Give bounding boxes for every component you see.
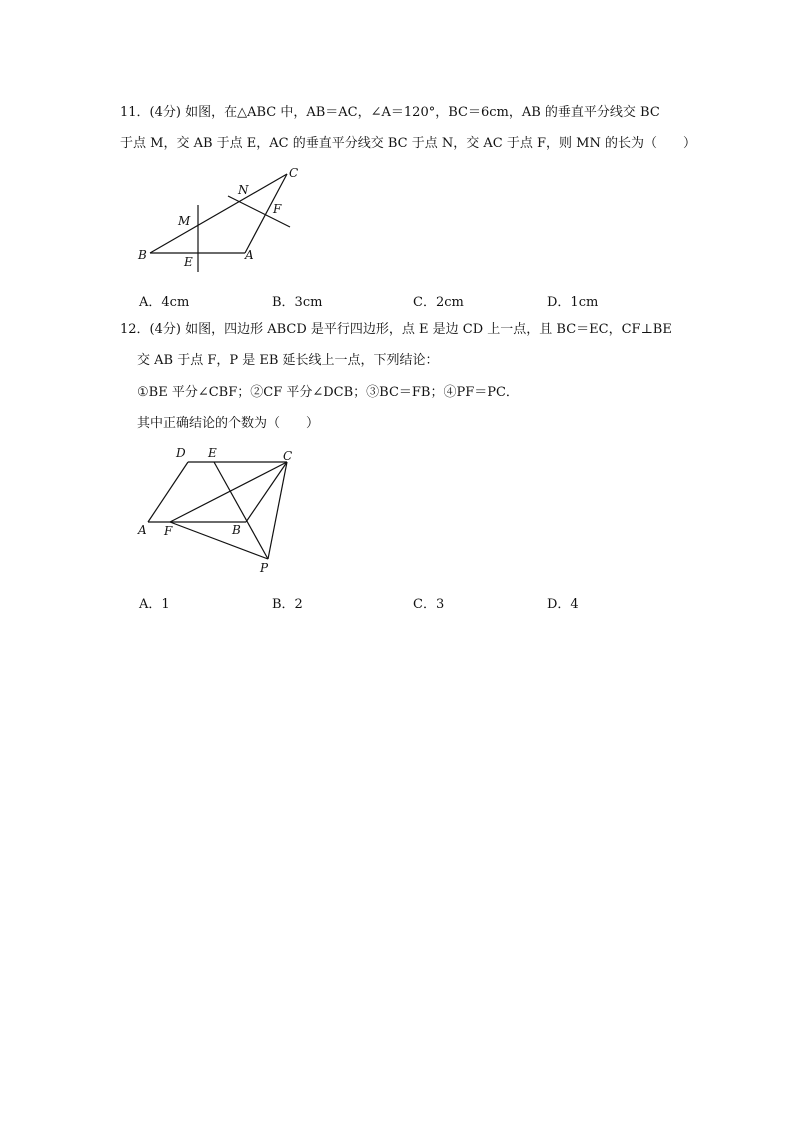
q11-label-m: M: [178, 214, 191, 228]
q11-segment-bc: [150, 174, 287, 253]
q12-segment-fp: [170, 522, 268, 559]
q12-label-c: C: [283, 449, 293, 463]
q11-label-e: E: [184, 255, 193, 269]
q11-segment-ac: [245, 174, 287, 253]
q11-label-a: A: [245, 248, 254, 262]
q12-segment-ad: [148, 462, 188, 522]
q12-label-a: A: [138, 523, 147, 537]
q11-option-a: A．4cm: [139, 295, 190, 310]
q12-option-b: B．2: [272, 597, 303, 612]
q12-segment-bc: [246, 462, 287, 522]
q11-bisector-ac: [228, 196, 290, 227]
q11-label-b: B: [138, 248, 147, 262]
q12-option-d: D．4: [547, 597, 579, 612]
q11-option-c: C．2cm: [413, 295, 464, 310]
q11-option-d: D．1cm: [547, 295, 599, 310]
q11-label-n: N: [238, 183, 249, 197]
q12-label-b: B: [232, 523, 241, 537]
q12-label-p: P: [260, 561, 269, 575]
q12-segment-fc: [170, 462, 287, 522]
q12-segment-ep: [214, 462, 268, 559]
q12-segment-cp: [268, 462, 287, 559]
q12-label-f: F: [164, 524, 173, 538]
q12-option-c: C．3: [413, 597, 445, 612]
q11-option-b: B．3cm: [272, 295, 323, 310]
q12-line-4: 其中正确结论的个数为（ ）: [137, 416, 320, 431]
q12-line-2: 交 AB 于点 F，P 是 EB 延长线上一点，下列结论：: [137, 353, 439, 368]
q11-label-c: C: [289, 166, 299, 180]
q12-option-a: A．1: [139, 597, 170, 612]
q12-label-d: D: [176, 446, 186, 460]
q11-line-1: 11．(4分) 如图，在△ABC 中，AB＝AC，∠A＝120°，BC＝6cm，AB 的垂直平分线交 BC: [120, 105, 660, 120]
q12-line-3: ①BE 平分∠CBF；②CF 平分∠DCB；③BC＝FB；④PF＝PC．: [137, 385, 519, 400]
q12-line-1: 12．(4分) 如图，四边形 ABCD 是平行四边形，点 E 是边 CD 上一点，且 BC＝EC，CF⊥BE: [120, 322, 672, 337]
q12-label-e: E: [208, 446, 217, 460]
q11-label-f: F: [273, 202, 282, 216]
q11-line-2: 于点 M，交 AB 于点 E，AC 的垂直平分线交 BC 于点 N，交 AC 于点 F，则 MN 的长为（ ）: [120, 136, 696, 151]
